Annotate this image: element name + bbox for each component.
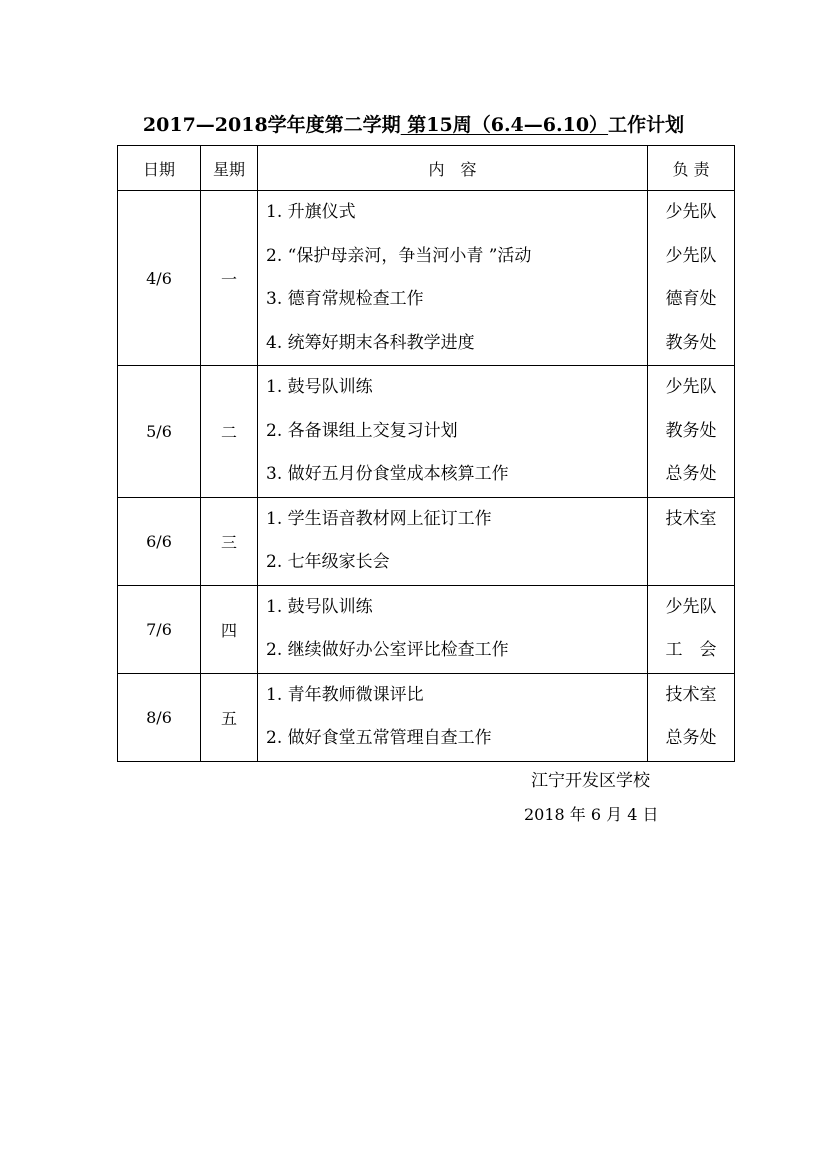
row-responsible-cell: [648, 191, 735, 366]
row-content-cell: [258, 366, 648, 498]
row-responsible-cell: [648, 366, 735, 498]
task-responsible: 技术室: [665, 508, 717, 529]
task-item: 2. 七年级家长会: [266, 552, 390, 572]
row-content-cell: [258, 497, 648, 585]
row-content-cell: [258, 191, 648, 366]
header-day: 星期: [201, 146, 258, 191]
task-responsible: 德育处: [665, 289, 717, 309]
table-header-row: [118, 146, 735, 191]
task-item: 1. 学生语音教材网上征订工作: [266, 508, 492, 529]
task-item: 1. 升旗仪式: [266, 202, 356, 222]
header-content: 内 容: [258, 146, 648, 191]
task-item: 4. 统筹好期末各科教学进度: [266, 332, 475, 353]
row-date: 4/6: [118, 191, 201, 366]
task-item: 3. 做好五月份食堂成本核算工作: [266, 464, 509, 484]
row-content-cell: [258, 673, 648, 761]
task-item: 2. 各备课组上交复习计划: [266, 420, 458, 441]
row-date: 8/6: [118, 673, 201, 761]
task-responsible: 少先队: [665, 202, 717, 222]
task-responsible: 总务处: [665, 464, 717, 484]
row-responsible-cell: [648, 497, 735, 585]
header-responsible: 负 责: [648, 146, 735, 191]
task-item: 1. 鼓号队训练: [266, 377, 373, 397]
table-row: [118, 497, 735, 585]
row-weekday: 三: [201, 497, 258, 585]
table-row: [118, 366, 735, 498]
task-responsible: [648, 541, 734, 585]
task-item: 1. 鼓号队训练: [266, 596, 373, 617]
row-weekday: 四: [201, 585, 258, 673]
task-responsible: 教务处: [665, 332, 717, 353]
row-weekday: 五: [201, 673, 258, 761]
page-title: [0, 110, 827, 137]
task-responsible: 总务处: [665, 728, 717, 748]
table-row: [118, 191, 735, 366]
task-item: 2. “保护母亲河，争当河小青 ”活动: [266, 245, 532, 266]
task-item: 3. 德育常规检查工作: [266, 289, 424, 309]
table-body: [118, 191, 735, 762]
task-responsible: 少先队: [665, 245, 717, 266]
row-content-cell: [258, 585, 648, 673]
row-date: 7/6: [118, 585, 201, 673]
row-date: 6/6: [118, 497, 201, 585]
work-plan-table: [117, 145, 735, 762]
task-item: 2. 继续做好办公室评比检查工作: [266, 640, 509, 660]
title-prefix: 2017—2018学年度第二学期: [142, 114, 401, 136]
task-responsible: 少先队: [665, 596, 717, 617]
title-week: 第15周（6.4—6.10）: [400, 114, 609, 136]
footer-date: 2018 年 6 月 4 日: [524, 805, 659, 824]
row-weekday: 一: [201, 191, 258, 366]
table-row: [118, 585, 735, 673]
title-suffix: 工作计划: [608, 114, 685, 136]
table-row: [118, 673, 735, 761]
task-item: 2. 做好食堂五常管理自查工作: [266, 728, 492, 748]
task-responsible: 少先队: [665, 377, 717, 397]
row-responsible-cell: [648, 585, 735, 673]
task-responsible: 工 会: [665, 640, 717, 660]
row-responsible-cell: [648, 673, 735, 761]
task-responsible: 技术室: [665, 684, 717, 705]
header-date: 日期: [118, 146, 201, 191]
row-date: 5/6: [118, 366, 201, 498]
task-responsible: 教务处: [665, 420, 717, 441]
row-weekday: 二: [201, 366, 258, 498]
task-item: 1. 青年教师微课评比: [266, 684, 424, 705]
footer-school: 江宁开发区学校: [531, 771, 650, 791]
